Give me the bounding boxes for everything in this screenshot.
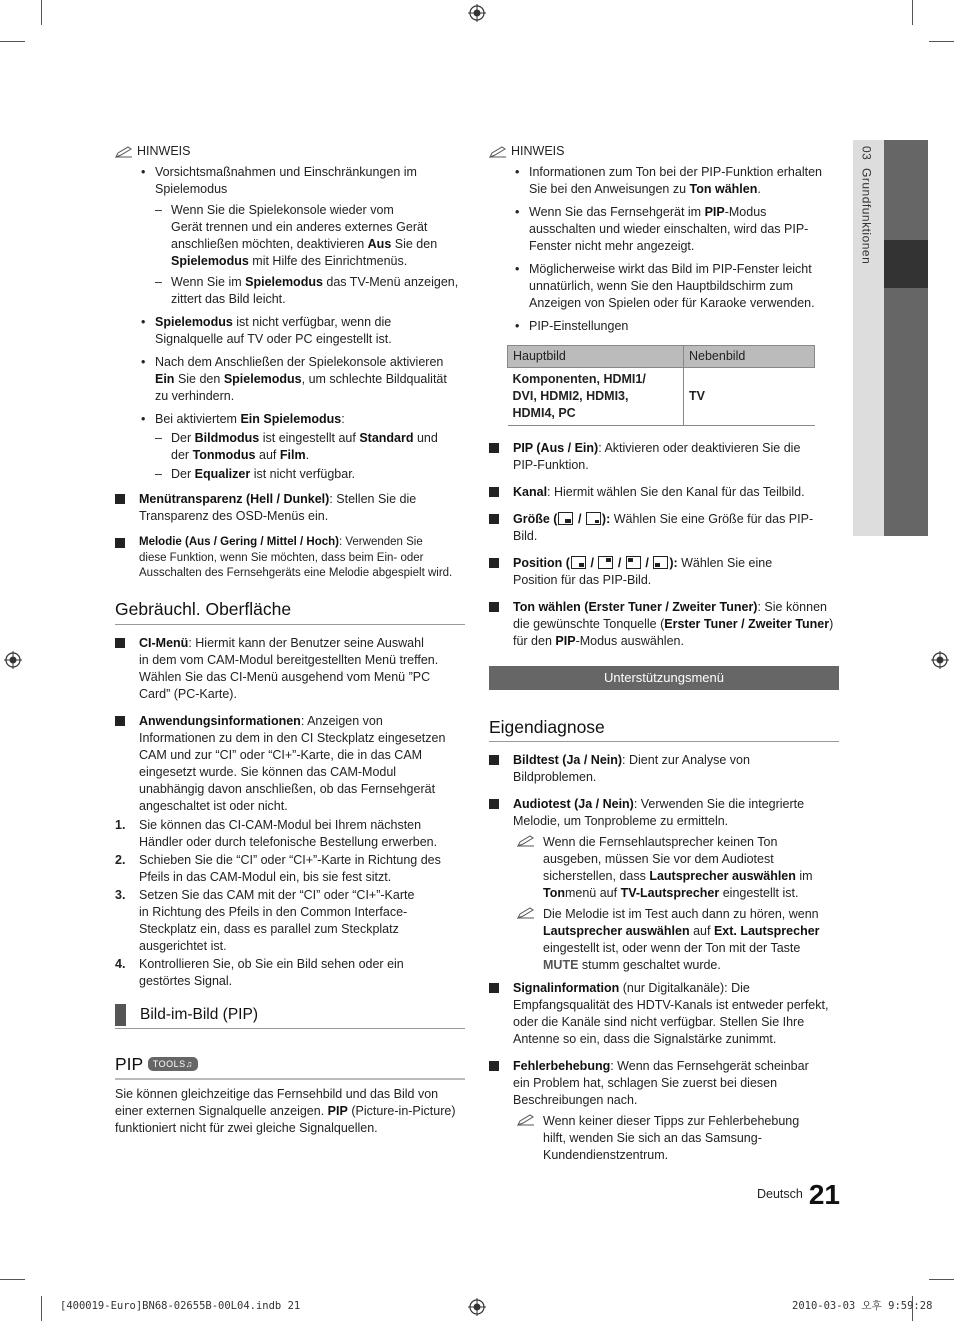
square-bullet-icon	[115, 716, 125, 726]
left-column	[115, 143, 465, 1137]
square-bullet-icon	[489, 514, 499, 524]
page-number: 21	[808, 1179, 840, 1210]
table-header: Nebenbild	[684, 346, 815, 368]
pencil-note-icon	[517, 907, 535, 919]
language-label: Deutsch	[756, 1187, 803, 1201]
list-item: Melodie (Aus / Gering / Mittel / Hoch): Verwenden Sie diese Funktion, wenn Sie möchten, dass beim Ein- oder Ausschalten des Fernsehgeräts eine Melodie abgespielt wird.	[115, 535, 465, 582]
print-slug-file: [400019-Euro]BN68-02655B-00L04.indb 21	[60, 1300, 301, 1312]
table-header-row	[508, 346, 815, 368]
square-bullet-icon	[489, 558, 499, 568]
list-item: • Nach dem Anschließen der Spielekonsole aktivieren Ein Sie den Spielemodus, um schlechte Bildqualität zu verhindern.	[135, 354, 465, 405]
crop-mark	[929, 1279, 954, 1280]
list-item: Größe ( / ): Wählen Sie eine Größe für das PIP- Bild.	[489, 511, 839, 545]
crop-mark	[912, 0, 913, 25]
hinweis-heading: HINWEIS	[489, 143, 839, 160]
registration-mark-icon	[468, 1298, 486, 1316]
list-item: • Informationen zum Ton bei der PIP-Funktion erhalten Sie bei den Anweisungen zu Ton wählen.	[509, 164, 839, 198]
pip-settings-table	[507, 345, 815, 426]
square-bullet-icon	[489, 755, 499, 765]
list-item: • Vorsichtsmaßnahmen und Einschränkungen im Spielemodus – Wenn Sie die Spielekonsole wieder vom Gerät trennen und ein anderes externes Gerät anschließen möchten, deaktivieren Aus Sie den Spielemodus mit Hilfe des Einrichtmenüs. – Wenn Sie im Spielemodus das TV-Menü anzeigen, zittert das Bild leicht.	[135, 164, 465, 308]
list-item: – Wenn Sie die Spielekonsole wieder vom Gerät trennen und ein anderes externes Gerät anschließen möchten, deaktivieren Aus Sie den Spielemodus mit Hilfe des Einrichtmenüs.	[155, 202, 465, 270]
pip-position-top-left-icon	[626, 556, 641, 569]
table-header: Hauptbild	[508, 346, 684, 368]
pip-title: PIP TOOLS♫	[115, 1053, 465, 1081]
side-tab-label: 03 Grundfunktionen	[859, 146, 874, 265]
tools-badge: TOOLS♫	[148, 1057, 198, 1071]
list-item: • Spielemodus ist nicht verfügbar, wenn die Signalquelle auf TV oder PC eingestellt ist.	[135, 314, 465, 348]
table-cell: TV	[684, 368, 815, 426]
registration-mark-icon	[931, 651, 949, 669]
page-footer	[700, 1176, 840, 1214]
list-item: PIP (Aus / Ein): Aktivieren oder deaktivieren Sie die PIP-Funktion.	[489, 440, 839, 474]
list-item: • Wenn Sie das Fernsehgerät im PIP-Modus ausschalten und wieder einschalten, wird das PIP- Fenster nicht mehr angezeigt.	[509, 204, 839, 255]
list-item: 2. Schieben Sie die “CI” oder “CI+”-Karte in Richtung des Pfeils in das CAM-Modul ein, bis sie fest sitzt.	[115, 852, 441, 884]
print-slug-date: 2010-03-03 오후 9:59:28	[792, 1300, 933, 1312]
list-item: – Der Bildmodus ist eingestellt auf Standard und der Tonmodus auf Film.	[155, 430, 465, 464]
list-item: Bildtest (Ja / Nein): Dient zur Analyse von Bildproblemen.	[489, 752, 839, 786]
hinweis-heading: HINWEIS	[115, 143, 465, 160]
registration-mark-icon	[468, 4, 486, 22]
list-item: 1. Sie können das CI-CAM-Modul bei Ihrem nächsten Händler oder durch telefonische Bestellung erwerben.	[115, 817, 438, 849]
square-bullet-icon	[115, 538, 125, 548]
note-item: Die Melodie ist im Test auch dann zu hören, wenn Lautsprecher auswählen auf Ext. Lautsprecher eingestellt ist, oder wenn der Ton mit der Taste MUTE stumm geschaltet wurde.	[513, 906, 839, 974]
subsection-title: Bild-im-Bild (PIP)	[115, 1004, 465, 1029]
pencil-note-icon	[517, 835, 535, 847]
list-item: • Bei aktiviertem Ein Spielemodus: – Der Bildmodus ist eingestellt auf Standard und der Tonmodus auf Film. – Der Equalizer ist nicht verfügbar.	[135, 411, 465, 483]
list-item: Signalinformation (nur Digitalkanäle): Die Empfangsqualität des HDTV-Kanals ist entweder perfekt, oder die Kanäle sind nicht verfügbar. Stellen Sie Ihre Antenne so ein, dass die Signalstärke zunimmt.	[489, 980, 839, 1048]
crop-mark	[0, 41, 25, 42]
list-item: CI-Menü: Hiermit kann der Benutzer seine Auswahl in dem vom CAM-Modul bereitgestellten Menü treffen. Wählen Sie das CI-Menü ausgehend vom Menü ”PC Card” (PC-Karte).	[115, 635, 465, 703]
crop-mark	[929, 41, 954, 42]
pip-position-bottom-left-icon	[653, 556, 668, 569]
pip-position-bottom-right-icon	[571, 556, 586, 569]
list-item: Fehlerbehebung: Wenn das Fernsehgerät scheinbar ein Problem hat, schlagen Sie zuerst bei diesen Beschreibungen nach. Wenn keiner dieser Tipps zur Fehlerbehebung hilft, wenden Sie sich an das Samsung- Kundendienstzentrum.	[489, 1058, 839, 1164]
crop-mark	[0, 1279, 25, 1280]
pencil-note-icon	[115, 146, 133, 158]
subsection-marker	[115, 1004, 126, 1026]
pencil-note-icon	[517, 1114, 535, 1126]
list-item: 4. Kontrollieren Sie, ob Sie ein Bild sehen oder ein gestörtes Signal.	[115, 956, 404, 988]
list-item: Audiotest (Ja / Nein): Verwenden Sie die integrierte Melodie, um Tonprobleme zu ermitteln. Wenn die Fernsehlautsprecher keinen Ton ausgeben, müssen Sie vor dem Audiotest sicherstellen, dass Lautsprecher auswählen im Tonmenü auf TV-Lautsprecher eingestellt ist. Die Melodie ist im Test auch dann zu hören, wenn Lautsprecher auswählen auf Ext. Lautsprecher eingestellt ist, oder wenn der Ton mit der Taste MUTE stumm geschaltet wurde.	[489, 796, 839, 974]
list-item: – Wenn Sie im Spielemodus das TV-Menü anzeigen, zittert das Bild leicht.	[155, 274, 465, 308]
square-bullet-icon	[489, 799, 499, 809]
table-cell: Komponenten, HDMI1/ DVI, HDMI2, HDMI3, HDMI4, PC	[508, 368, 684, 426]
pencil-note-icon	[489, 146, 507, 158]
list-item: • PIP-Einstellungen	[509, 318, 839, 335]
list-item: Kanal: Hiermit wählen Sie den Kanal für das Teilbild.	[489, 484, 839, 501]
pip-description: Sie können gleichzeitige das Fernsehbild und das Bild von einer externen Signalquelle anzeigen. PIP (Picture-in-Picture) funktioniert nicht für zwei gleiche Signalquellen.	[115, 1087, 456, 1136]
side-tab-marker	[884, 240, 928, 288]
list-item: 3. Setzen Sie das CAM mit der “CI” oder “CI+”-Karte in Richtung des Pfeils in den Common Interface- Steckplatz ein, dass es parallel zum Steckplatz ausgerichtet ist.	[115, 887, 415, 953]
right-column	[489, 143, 839, 1174]
list-item: Menütransparenz (Hell / Dunkel): Stellen Sie die Transparenz des OSD-Menüs ein.	[115, 491, 465, 525]
square-bullet-icon	[489, 487, 499, 497]
pip-size-large-icon	[586, 512, 601, 525]
support-menu-bar: Unterstützungsmenü	[489, 666, 839, 690]
table-row	[508, 368, 815, 426]
square-bullet-icon	[115, 638, 125, 648]
section-title: Eigendiagnose	[489, 716, 839, 743]
square-bullet-icon	[489, 602, 499, 612]
registration-mark-icon	[4, 651, 22, 669]
list-item: Ton wählen (Erster Tuner / Zweiter Tuner): Sie können die gewünschte Tonquelle (Erster Tuner / Zweiter Tuner) für den PIP-Modus auswählen.	[489, 599, 839, 650]
section-title: Gebräuchl. Oberfläche	[115, 598, 465, 625]
list-item: • Möglicherweise wirkt das Bild im PIP-Fenster leicht unnatürlich, wenn Sie den Hauptbildschirm zum Anzeigen von Spielen oder für Karaoke verwenden.	[509, 261, 839, 312]
square-bullet-icon	[489, 983, 499, 993]
list-item: Anwendungsinformationen: Anzeigen von Informationen zu dem in den CI Steckplatz eingesetzen CAM und zur “CI” oder “CI+”-Karte, die in das CAM eingesetzt wurde. Sie können das CAM-Modul unabhängig davon anschließen, ob das Fernsehgerät angeschaltet ist oder nicht.	[115, 713, 465, 815]
crop-mark	[41, 0, 42, 25]
note-item: Wenn keiner dieser Tipps zur Fehlerbehebung hilft, wenden Sie sich an das Samsung- Kundendienstzentrum.	[513, 1113, 839, 1164]
side-tab-dark	[884, 140, 928, 536]
square-bullet-icon	[489, 443, 499, 453]
square-bullet-icon	[115, 494, 125, 504]
list-item: Position ( / / / ): Wählen Sie eine Position für das PIP-Bild.	[489, 555, 839, 589]
square-bullet-icon	[489, 1061, 499, 1071]
crop-mark	[41, 1296, 42, 1321]
pip-position-top-right-icon	[598, 556, 613, 569]
pip-size-small-icon	[558, 512, 573, 525]
note-item: Wenn die Fernsehlautsprecher keinen Ton ausgeben, müssen Sie vor dem Audiotest sicherstellen, dass Lautsprecher auswählen im Tonmenü auf TV-Lautsprecher eingestellt ist.	[513, 834, 839, 902]
list-item: – Der Equalizer ist nicht verfügbar.	[155, 466, 465, 483]
